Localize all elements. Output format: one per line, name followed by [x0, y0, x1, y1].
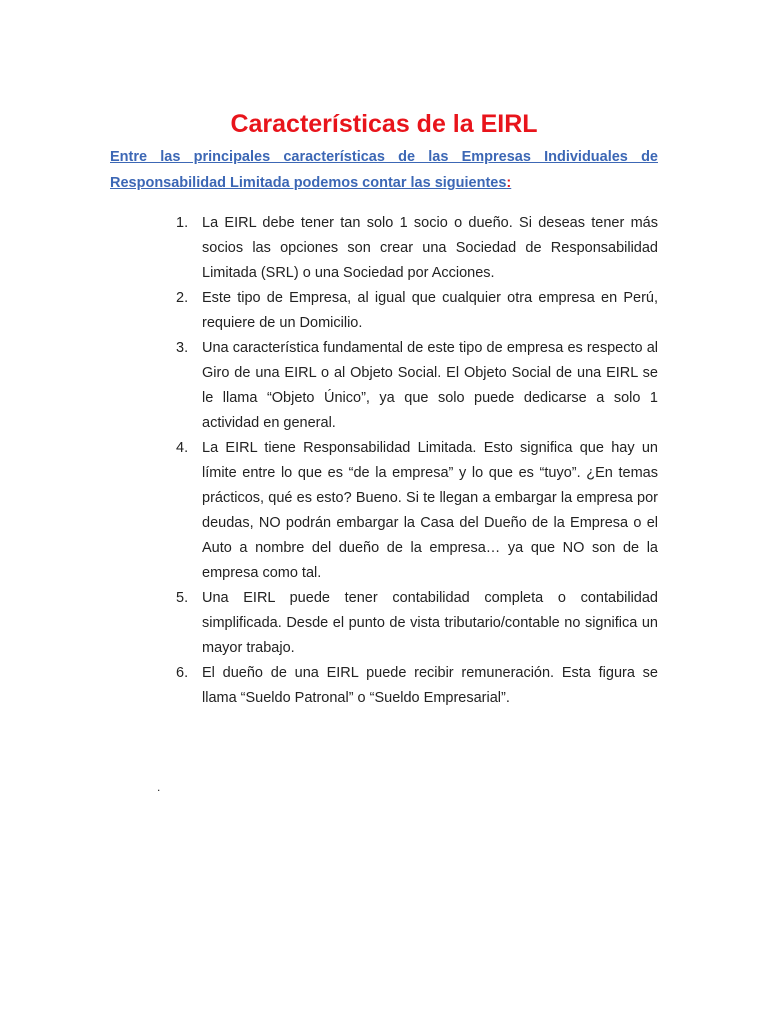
- list-item-number: 1.: [176, 215, 189, 231]
- list-item-text: Una EIRL puede tener contabilidad completa o contabilidad simplificada. Desde el punto de vista tributario/contable no significa un mayor trabajo.: [202, 590, 658, 656]
- list-item: [176, 586, 658, 661]
- document-title: Características de la EIRL: [230, 110, 538, 138]
- list-item-text: La EIRL debe tener tan solo 1 socio o dueño. Si deseas tener más socios las opciones son crear una Sociedad de Responsabilidad Limitada (SRL) o una Sociedad por Acciones.: [202, 215, 658, 281]
- list-item-text: Este tipo de Empresa, al igual que cualquier otra empresa en Perú, requiere de un Domicilio.: [202, 290, 658, 331]
- list-item-text: Una característica fundamental de este tipo de empresa es respecto al Giro de una EIRL o al Objeto Social. El Objeto Social de una EIRL se le llama “Objeto Único”, ya que solo puede dedicarse a solo 1 actividad en general.: [202, 340, 658, 431]
- list-item: [176, 211, 658, 286]
- list-item: [176, 436, 658, 586]
- intro-colon: :: [506, 175, 512, 191]
- list-item-number: 3.: [176, 340, 189, 356]
- characteristics-list: [176, 211, 658, 711]
- intro-paragraph: [110, 144, 658, 196]
- intro-text: Entre las principales características de las Empresas Individuales de Responsabilidad Limitada podemos contar las siguientes: [110, 149, 658, 191]
- list-item-number: 5.: [176, 590, 189, 606]
- list-item: [176, 336, 658, 436]
- trailing-mark: .: [157, 780, 161, 794]
- list-item-number: 2.: [176, 290, 189, 306]
- list-item: [176, 286, 658, 336]
- list-item-text: La EIRL tiene Responsabilidad Limitada. Esto significa que hay un límite entre lo que es “de la empresa” y lo que es “tuyo”. ¿En temas prácticos, qué es esto? Bueno. Si te llegan a embargar la empresa por deudas, NO podrán embargar la Casa del Dueño de la Empresa o el Auto a nombre del dueño de la empresa… ya que NO son de la empresa como tal.: [202, 440, 658, 581]
- list-item: [176, 661, 658, 711]
- list-item-text: El dueño de una EIRL puede recibir remuneración. Esta figura se llama “Sueldo Patronal” o “Sueldo Empresarial”.: [202, 665, 658, 706]
- list-item-number: 6.: [176, 665, 189, 681]
- list-item-number: 4.: [176, 440, 189, 456]
